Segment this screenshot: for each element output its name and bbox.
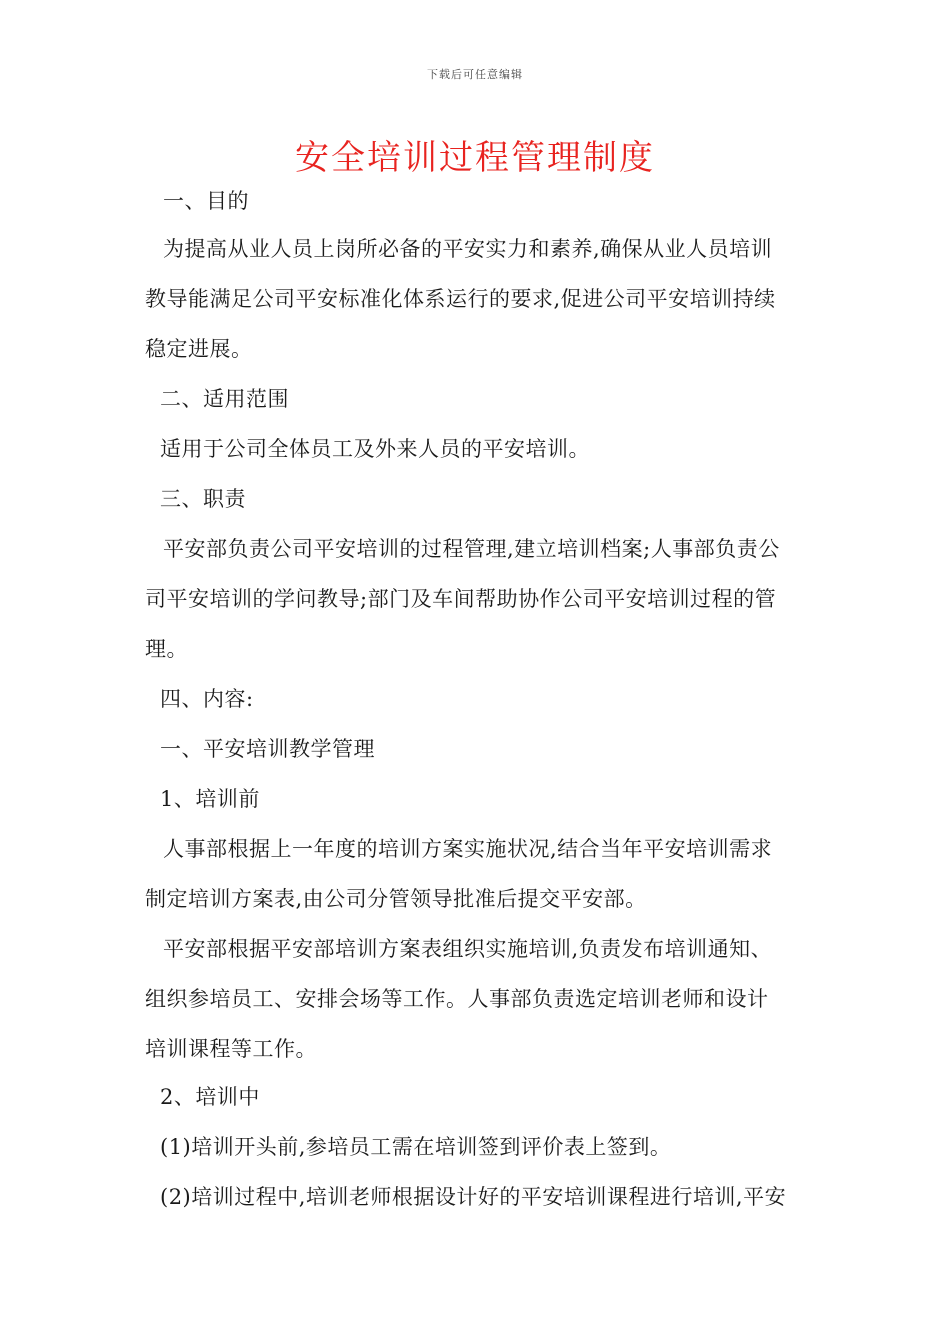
- section-heading-content: 四、内容:: [160, 687, 254, 711]
- paragraph-line: 培训课程等工作。: [145, 1037, 317, 1061]
- paragraph-line: 人事部根据上一年度的培训方案实施状况,结合当年平安培训需求: [163, 837, 773, 861]
- section-heading-scope: 二、适用范围: [160, 387, 289, 411]
- paragraph-line: 理。: [145, 637, 188, 661]
- section-heading-duties: 三、职责: [160, 487, 246, 511]
- paragraph-line: 适用于公司全体员工及外来人员的平安培训。: [160, 437, 590, 461]
- subsection-heading-before: 1、培训前: [160, 787, 260, 811]
- subsection-heading-teaching: 一、平安培训教学管理: [160, 737, 375, 761]
- paragraph-line: 教导能满足公司平安标准化体系运行的要求,促进公司平安培训持续: [145, 287, 776, 311]
- section-heading-purpose: 一、目的: [163, 189, 249, 213]
- subsection-heading-during: 2、培训中: [160, 1085, 260, 1109]
- paragraph-line: 制定培训方案表,由公司分管领导批准后提交平安部。: [145, 887, 647, 911]
- paragraph-line: 稳定进展。: [145, 337, 253, 361]
- list-item: (2)培训过程中,培训老师根据设计好的平安培训课程进行培训,平安: [160, 1185, 787, 1209]
- paragraph-line: 平安部根据平安部培训方案表组织实施培训,负责发布培训通知、: [163, 937, 773, 961]
- header-note: 下载后可任意编辑: [427, 68, 523, 81]
- paragraph-line: 司平安培训的学问教导;部门及车间帮助协作公司平安培训过程的管: [145, 587, 777, 611]
- paragraph-line: 组织参培员工、安排会场等工作。人事部负责选定培训老师和设计: [145, 987, 769, 1011]
- paragraph-line: 为提高从业人员上岗所必备的平安实力和素养,确保从业人员培训: [163, 237, 773, 261]
- list-item: (1)培训开头前,参培员工需在培训签到评价表上签到。: [160, 1135, 672, 1159]
- paragraph-line: 平安部负责公司平安培训的过程管理,建立培训档案;人事部负责公: [163, 537, 780, 561]
- document-title: 安全培训过程管理制度: [295, 138, 655, 178]
